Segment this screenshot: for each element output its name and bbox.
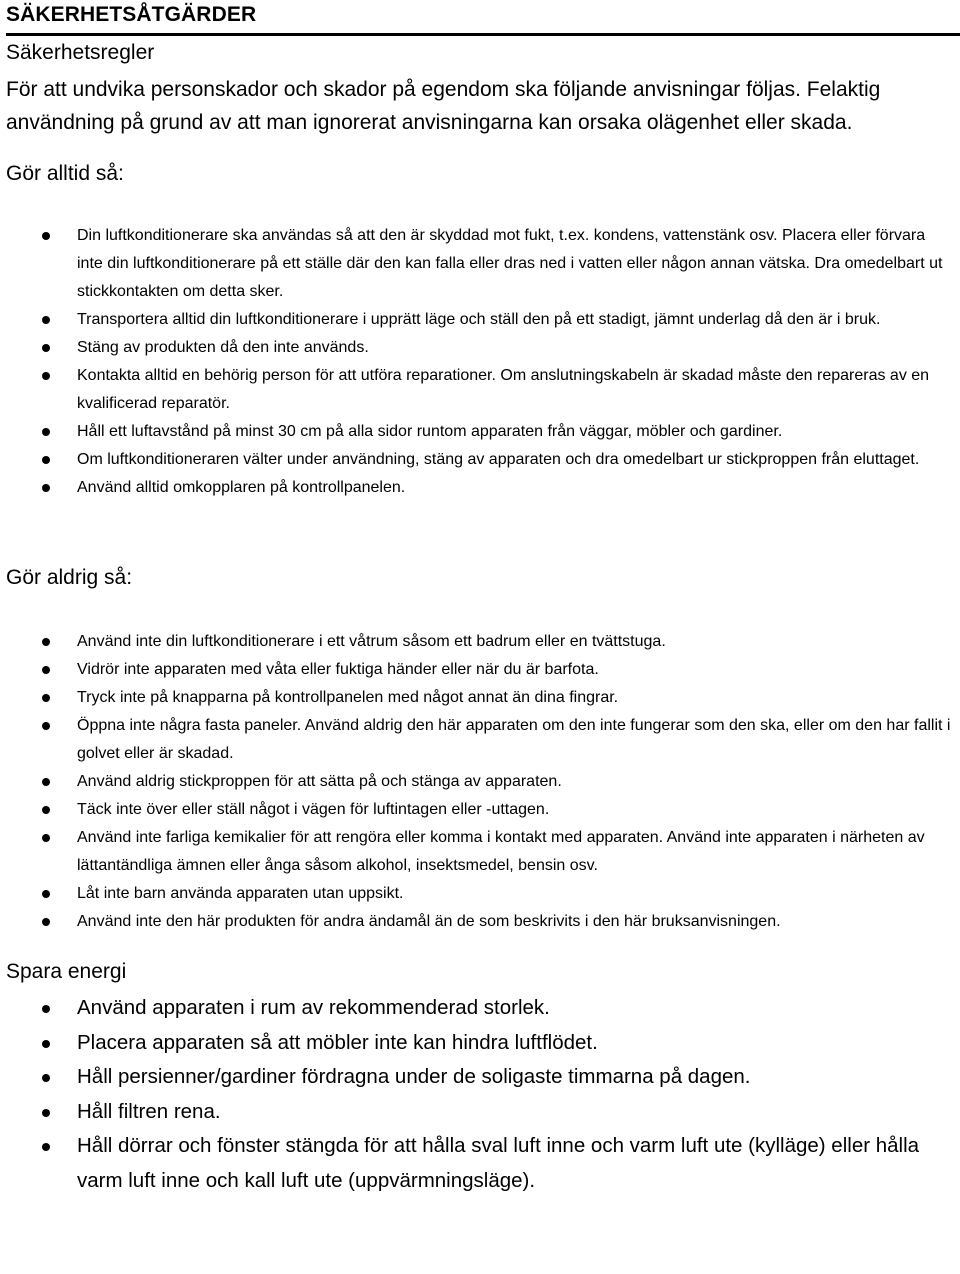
list-item <box>6 768 954 796</box>
bullet-icon <box>42 1005 50 1013</box>
bullet-icon <box>42 1074 50 1082</box>
title-divider <box>6 33 960 36</box>
bullet-icon <box>42 694 50 702</box>
always-heading: Gör alltid så: <box>6 162 124 185</box>
list-item-text: Använd inte din luftkonditionerare i ett våtrum såsom ett badrum eller en tvättstuga. <box>77 633 666 650</box>
bullet-icon <box>42 484 50 492</box>
list-item-text: Håll persienner/gardiner fördragna under de soligaste timmarna på dagen. <box>77 1065 751 1088</box>
never-list <box>6 628 954 936</box>
bullet-icon <box>42 232 50 240</box>
bullet-icon <box>42 372 50 380</box>
list-item <box>6 334 954 362</box>
list-item <box>6 1060 954 1095</box>
list-item <box>6 1095 954 1130</box>
list-item <box>6 824 954 880</box>
list-item <box>6 628 954 656</box>
list-item-text: Om luftkonditioneraren välter under användning, stäng av apparaten och dra omedelbart ur stickproppen från eluttaget. <box>77 451 920 468</box>
list-item <box>6 880 954 908</box>
list-item-text: Transportera alltid din luftkonditionerare i upprätt läge och ställ den på ett stadigt, jämnt underlag då den är i bruk. <box>77 311 881 328</box>
bullet-icon <box>42 890 50 898</box>
list-item <box>6 908 954 936</box>
list-item <box>6 1026 954 1061</box>
bullet-icon <box>42 456 50 464</box>
bullet-icon <box>42 1109 50 1117</box>
list-item-text: Använd alltid omkopplaren på kontrollpanelen. <box>77 479 406 496</box>
list-item <box>6 446 954 474</box>
bullet-icon <box>42 918 50 926</box>
list-item <box>6 1129 954 1198</box>
list-item-text: Stäng av produkten då den inte används. <box>77 339 369 356</box>
bullet-icon <box>42 316 50 324</box>
list-item <box>6 656 954 684</box>
list-item-text: Låt inte barn använda apparaten utan uppsikt. <box>77 885 404 902</box>
section-subtitle: Säkerhetsregler <box>6 41 155 64</box>
list-item-text: Din luftkonditionerare ska användas så att den är skyddad mot fukt, t.ex. kondens, vattenstänk osv. Placera eller förvara inte din luftkonditionerare på ett ställe där den kan falla eller dras ned i vatten eller någon annan vätska. Dra omedelbart ut stickkontakten om detta sker. <box>77 227 943 300</box>
list-item-text: Öppna inte några fasta paneler. Använd aldrig den här apparaten om den inte fungerar som den ska, eller om den har fallit i golvet eller är skadad. <box>77 717 951 762</box>
bullet-icon <box>42 428 50 436</box>
bullet-icon <box>42 344 50 352</box>
energy-heading: Spara energi <box>6 960 127 983</box>
list-item-text: Använd aldrig stickproppen för att sätta på och stänga av apparaten. <box>77 773 562 790</box>
bullet-icon <box>42 666 50 674</box>
list-item <box>6 418 954 446</box>
list-item <box>6 222 954 306</box>
list-item-text: Håll filtren rena. <box>77 1099 221 1123</box>
list-item <box>6 474 954 502</box>
intro-paragraph: För att undvika personskador och skador på egendom ska följande anvisningar följas. Felaktig användning på grund av att man ignorerat anvisningarna kan orsaka olägenhet eller skada. <box>6 78 881 134</box>
bullet-icon <box>42 638 50 646</box>
list-item <box>6 991 954 1026</box>
always-list <box>6 222 954 502</box>
list-item <box>6 712 954 768</box>
list-item <box>6 796 954 824</box>
bullet-icon <box>42 1143 50 1151</box>
list-item-text: Vidrör inte apparaten med våta eller fuktiga händer eller när du är barfota. <box>77 661 599 678</box>
list-item-text: Använd inte farliga kemikalier för att rengöra eller komma i kontakt med apparaten. Använd inte apparaten i närheten av lättantändliga ämnen eller ånga såsom alkohol, insektsmedel, bensin osv. <box>77 829 925 874</box>
list-item <box>6 306 954 334</box>
list-item <box>6 362 954 418</box>
list-item-text: Tryck inte på knapparna på kontrollpanelen med något annat än dina fingrar. <box>77 689 619 706</box>
list-item-text: Använd inte den här produkten för andra ändamål än de som beskrivits i den här bruksanvisningen. <box>77 913 781 930</box>
list-item-text: Kontakta alltid en behörig person för att utföra reparationer. Om anslutningskabeln är skadad måste den repareras av en kvalificerad reparatör. <box>77 367 930 412</box>
bullet-icon <box>42 722 50 730</box>
page-title: SÄKERHETSÅTGÄRDER <box>6 3 257 26</box>
bullet-icon <box>42 778 50 786</box>
bullet-icon <box>42 806 50 814</box>
list-item-text: Placera apparaten så att möbler inte kan hindra luftflödet. <box>77 1030 598 1054</box>
never-heading: Gör aldrig så: <box>6 566 133 589</box>
bullet-icon <box>42 1040 50 1048</box>
list-item-text: Använd apparaten i rum av rekommenderad storlek. <box>77 996 550 1019</box>
list-item-text: Håll dörrar och fönster stängda för att hålla sval luft inne och varm luft ute (kylläge) eller hålla varm luft inne och kall luft ute (uppvärmningsläge). <box>77 1134 920 1192</box>
energy-list <box>6 991 954 1198</box>
bullet-icon <box>42 834 50 842</box>
list-item <box>6 684 954 712</box>
list-item-text: Täck inte över eller ställ något i vägen för luftintagen eller -uttagen. <box>77 801 550 818</box>
list-item-text: Håll ett luftavstånd på minst 30 cm på alla sidor runtom apparaten från väggar, möbler och gardiner. <box>77 423 783 440</box>
